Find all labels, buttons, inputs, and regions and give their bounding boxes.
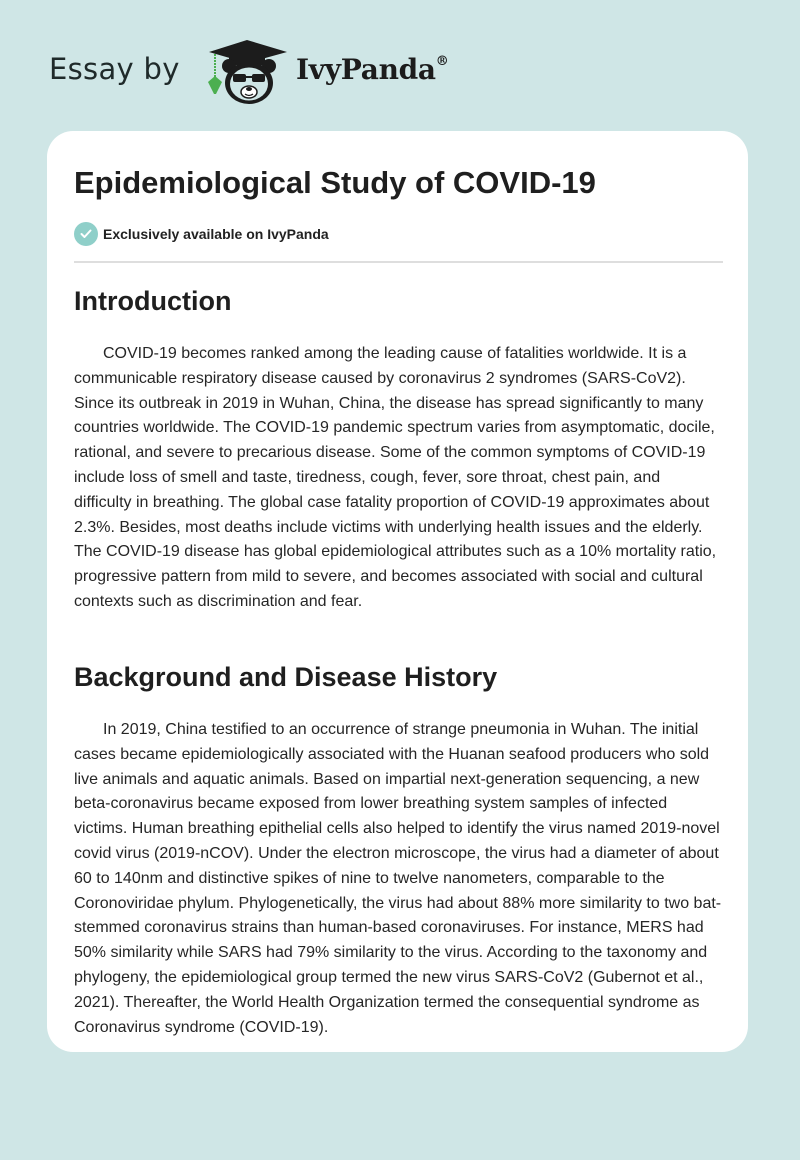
section-heading-introduction: Introduction xyxy=(74,286,232,316)
brand-name[interactable] xyxy=(296,53,448,86)
essay-by-label: Essay by xyxy=(49,52,180,86)
panda-graduate-icon[interactable] xyxy=(203,36,291,108)
site-header xyxy=(0,0,800,130)
section-heading-background: Background and Disease History xyxy=(74,662,498,692)
exclusive-badge xyxy=(74,222,329,246)
page-title: Epidemiological Study of COVID-19 xyxy=(74,165,596,200)
brand-text: IvyPanda xyxy=(296,53,436,86)
exclusive-badge-text: Exclusively available on IvyPanda xyxy=(103,226,329,242)
checkmark-icon xyxy=(74,222,98,246)
essay-card xyxy=(47,131,748,1052)
divider xyxy=(74,261,723,263)
section-paragraph-background: In 2019, China testified to an occurrence of strange pneumonia in Wuhan. The initial cases became epidemiologically associated with the Huanan seafood producers who sold live animals and aquatic animals. Based on impartial next-generation sequencing, a new beta-coronavirus became exposed from lower breathing system samples of infected victims. Human breathing epithelial cells also helped to identify the virus named 2019-novel covid virus (2019-nCOV). Under the electron microscope, the virus had a diameter of about 60 to 140nm and distinctive spikes of nine to twelve nanometers, comparable to the Coronoviridae phylum. Phylogenetically, the virus had about 88% more similarity to two bat-stemmed coronavirus strains than human-based coronaviruses. For instance, MERS had 50% similarity while SARS had 79% similarity to the virus. According to the taxonomy and phylogeny, the epidemiological group termed the new virus SARS-CoV2 (Gubernot et al., 2021). Thereafter, the World Health Organization termed the consequential syndrome as Coronavirus syndrome (COVID-19). xyxy=(74,721,722,1036)
registered-mark: ® xyxy=(435,53,449,69)
section-paragraph-introduction: COVID-19 becomes ranked among the leading cause of fatalities worldwide. It is a communicable respiratory disease caused by coronavirus 2 syndromes (SARS-CoV2). Since its outbreak in 2019 in Wuhan, China, the disease has spread significantly to many countries worldwide. The COVID-19 pandemic spectrum varies from asymptomatic, docile, rational, and severe to precarious disease. Some of the common symptoms of COVID-19 include loss of smell and taste, tiredness, cough, fever, sore throat, chest pain, and difficulty in breathing. The global case fatality proportion of COVID-19 approximates about 2.3%. Besides, most deaths include victims with underlying health issues and the elderly. The COVID-19 disease has global epidemiological attributes such as a 10% mortality ratio, progressive pattern from mild to severe, and becomes associated with social and cultural contexts such as discrimination and fear. xyxy=(74,345,717,610)
